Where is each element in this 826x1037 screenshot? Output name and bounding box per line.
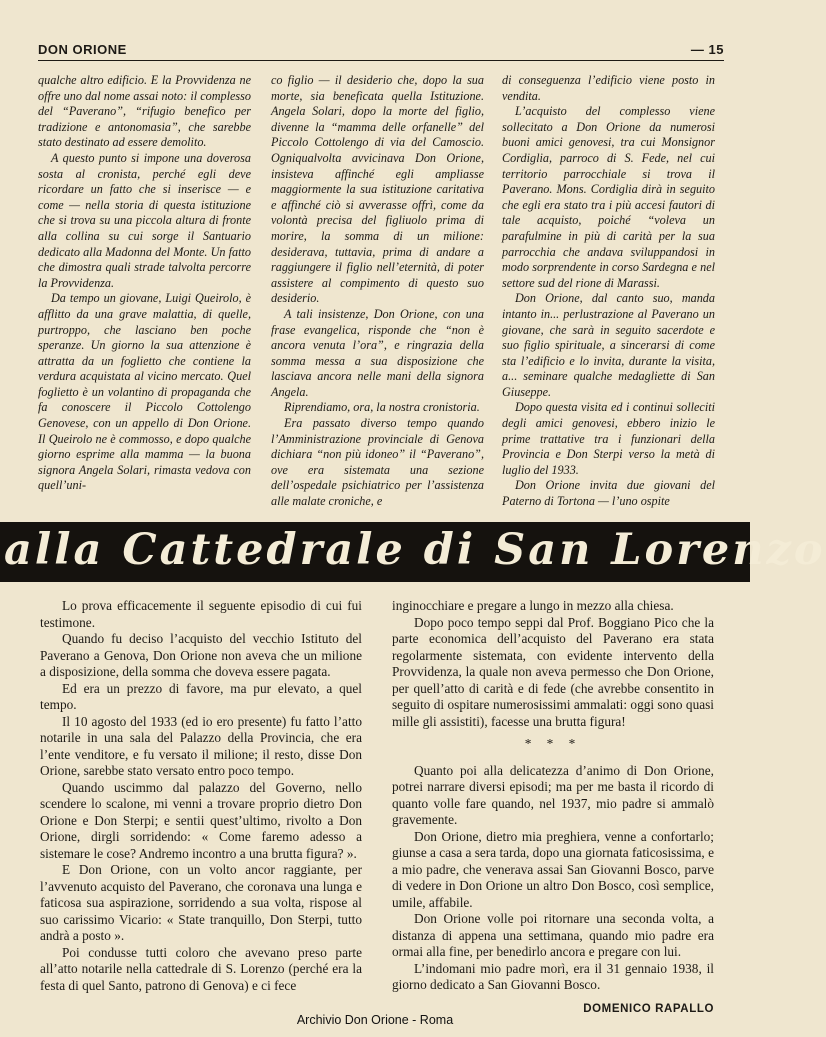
magazine-name: DON ORIONE	[38, 42, 127, 57]
top-column-1	[38, 73, 251, 513]
paragraph: Era passato diverso tempo quando l’Amministrazione provinciale di Genova dichiara “non più idoneo” il “Paverano”, ove era sistemata una sezione dell’ospedale psichiatrico per l’assistenza alle malate croniche, e	[271, 416, 484, 509]
page-header	[38, 40, 724, 60]
paragraph: Don Orione, dietro mia preghiera, venne a confortarlo; giunse a casa a sera tarda, dopo una giornata faticosissima, e a mio padre, che venerava assai San Giovanni Bosco, parve di vedere in Don Orione un altro Don Bosco, così semplice, umile, affabile.	[392, 828, 714, 910]
paragraph: Riprendiamo, ora, la nostra cronistoria.	[284, 400, 480, 415]
paragraph: A tali insistenze, Don Orione, con una frase evangelica, risponde che “non è ancora venuta l’ora”, e ringrazia della somma messa a sua disposizione che lasciava ancora nelle mani della signora Angela.	[271, 306, 484, 399]
top-column-2	[271, 73, 484, 513]
bottom-column-right	[392, 598, 714, 1015]
paragraph: qualche altro edificio. E la Provvidenza ne offre uno dal nome assai noto: il complesso del “Paverano”, “rifugio benefico per tradizione e antonomasia”, che sarebbe stato destinato ad essere demolito.	[38, 73, 251, 150]
paragraph: Da tempo un giovane, Luigi Queirolo, è afflitto da una grave malattia, di quelle, purtroppo, che lasciano ben poche speranze. Un giorno la sua attenzione è attratta da un foglietto che contiene la verdura acquistata al vicino mercato. Quel foglietto è un volantino di propaganda che fa conoscere il Piccolo Cottolengo Genovese, con un appello di Don Orione. Il Queirolo ne è commosso, e dopo qualche giorno esprime alla mamma — la buona signora Angela Solari, rimasta vedova con quell’uni-	[38, 291, 251, 493]
paragraph: L’acquisto del complesso viene sollecitato a Don Orione da numerosi buoni amici genovesi, tra cui Monsignor Cordiglia, parroco di S. Fede, nel cui territorio parrocchiale si trova il Paverano. Mons. Cordiglia dirà in seguito che egli era stato tra i più accesi fautori di tale acquisto, poiché “voleva un parafulmine in più di carità per la sua parrocchia che andava sviluppandosi in modo sorprendente in corso Sardegna e nel settore sud del rione di Marassi.	[502, 104, 715, 290]
section-separator: * * *	[524, 736, 582, 751]
paragraph: Quando uscimmo dal palazzo del Governo, nello scendere lo scalone, mi venni a trovare proprio dietro Don Orione e Don Sterpi; e sentii quest’ultimo, rivolto a Don Orione, dirgli sorridendo: « Come faremo adesso a sistemare le cose? Andremo incontro a una brutta figura? ».	[40, 779, 362, 861]
section-banner	[0, 522, 826, 582]
paragraph: Don Orione, dal canto suo, manda intanto in... perlustrazione al Paverano un giovane, che sarà in seguito sacerdote e suo figlio spirituale, a sincerarsi di come sta l’edificio e lo invita, durante la visita, a... seminare qualche medagliette di San Giuseppe.	[502, 291, 715, 399]
paragraph: Ed era un prezzo di favore, ma pur elevato, a quel tempo.	[40, 680, 362, 712]
paragraph: co figlio — il desiderio che, dopo la sua morte, sia beneficata quella Istituzione. Angela Solari, dopo la morte del figlio, divenne la “mamma delle orfanelle” del Piccolo Cottolengo di via del Camoscio. Ogniqualvolta avvicinava Don Orione, insisteva affinché egli ampliasse maggiormente la sua istituzione caritativa e affinché ciò si avverasse offrì, come da volontà precisa del figliuolo prima di morire, la somma di un milione: desiderava, tuttavia, prima di andare a raggiungere il figlio nell’eternità, di poter assistere al compimento di questo suo desiderio.	[271, 73, 484, 306]
archive-footer: Archivio Don Orione - Roma	[296, 1013, 454, 1027]
paragraph: Don Orione invita due giovani del Paterno di Tortona — l’uno ospite	[502, 478, 715, 509]
author-signature: DOMENICO RAPALLO	[583, 1002, 714, 1015]
paragraph: Quando fu deciso l’acquisto del vecchio Istituto del Paverano a Genova, Don Orione non aveva che un milione a disposizione, della somma che doveva essere pagata.	[40, 631, 362, 679]
paragraph: Quanto poi alla delicatezza d’animo di Don Orione, potrei narrare diversi episodi; ma per me basta il ricordo di quanto volle fare quando, nel 1937, mio padre si ammalò gravemente.	[392, 762, 714, 827]
bottom-column-left	[40, 598, 362, 998]
top-column-3	[502, 73, 715, 513]
paragraph: Lo prova efficacemente il seguente episodio di cui fui testimone.	[40, 598, 362, 630]
paragraph: inginocchiare e pregare a lungo in mezzo alla chiesa.	[392, 598, 674, 613]
header-rule	[38, 60, 724, 61]
paragraph: di conseguenza l’edificio viene posto in vendita.	[502, 73, 715, 103]
paragraph: E Don Orione, con un volto ancor raggiante, per l’avvenuto acquisto del Paverano, che coronava una lunga e faticosa sua aspirazione, sorridendo a sua volta, rispose al suo carissimo Vicario: « State tranquillo, Don Sterpi, tutto andrà a posto ».	[40, 862, 362, 943]
paragraph: A questo punto si impone una doverosa sosta al cronista, perché egli deve ricordare un fatto che si inserisce — e come — nella storia di questa istituzione che si trova su una piccola altura di fronte alla collina su cui sorge il Santuario dedicato alla Madonna del Monte. Un fatto che dimostra quali strade talvolta percorre la Provvidenza.	[38, 150, 251, 290]
paragraph: Poi condusse tutti coloro che avevano preso parte all’atto notarile nella cattedrale di S. Lorenzo (perché era la festa di quel Santo, patrono di Genova) e ci fece	[40, 944, 362, 993]
paragraph: Il 10 agosto del 1933 (ed io ero presente) fu fatto l’atto notarile in una sala del Palazzo della Provincia, che era l’ente venditore, e fu versato il milione; il resto, disse Don Orione, sarebbe stato versato entro poco tempo.	[40, 713, 362, 778]
paragraph: Don Orione volle poi ritornare una seconda volta, a distanza di appena una settimana, quando mio padre era ormai alla fine, per benedirlo ancora e pregare con lui.	[392, 911, 714, 959]
paragraph: Dopo questa visita ed i continui solleciti degli amici genovesi, ebbero inizio le prime trattative tra i funzionari della Provincia e Don Sterpi verso la metà di luglio del 1933.	[502, 400, 715, 477]
page-number: — 15	[690, 42, 724, 57]
banner-title: alla Cattedrale di San Lorenzo	[4, 525, 826, 575]
paragraph: Dopo poco tempo seppi dal Prof. Boggiano Pico che la parte economica dell’acquisto del Paverano era stata regolarmente sistemata, con evidente intervento della Provvidenza, la quale non aveva permesso che Don Orione, per quell’atto di carità e di fede (che avrebbe consentito in seguito di ospitare numerosissimi ammalati: oggi sono quasi mille gli assistiti), facesse una brutta figura!	[392, 614, 714, 729]
paragraph: L’indomani mio padre morì, era il 31 gennaio 1938, il giorno dedicato a San Giovanni Bosco.	[392, 960, 714, 992]
